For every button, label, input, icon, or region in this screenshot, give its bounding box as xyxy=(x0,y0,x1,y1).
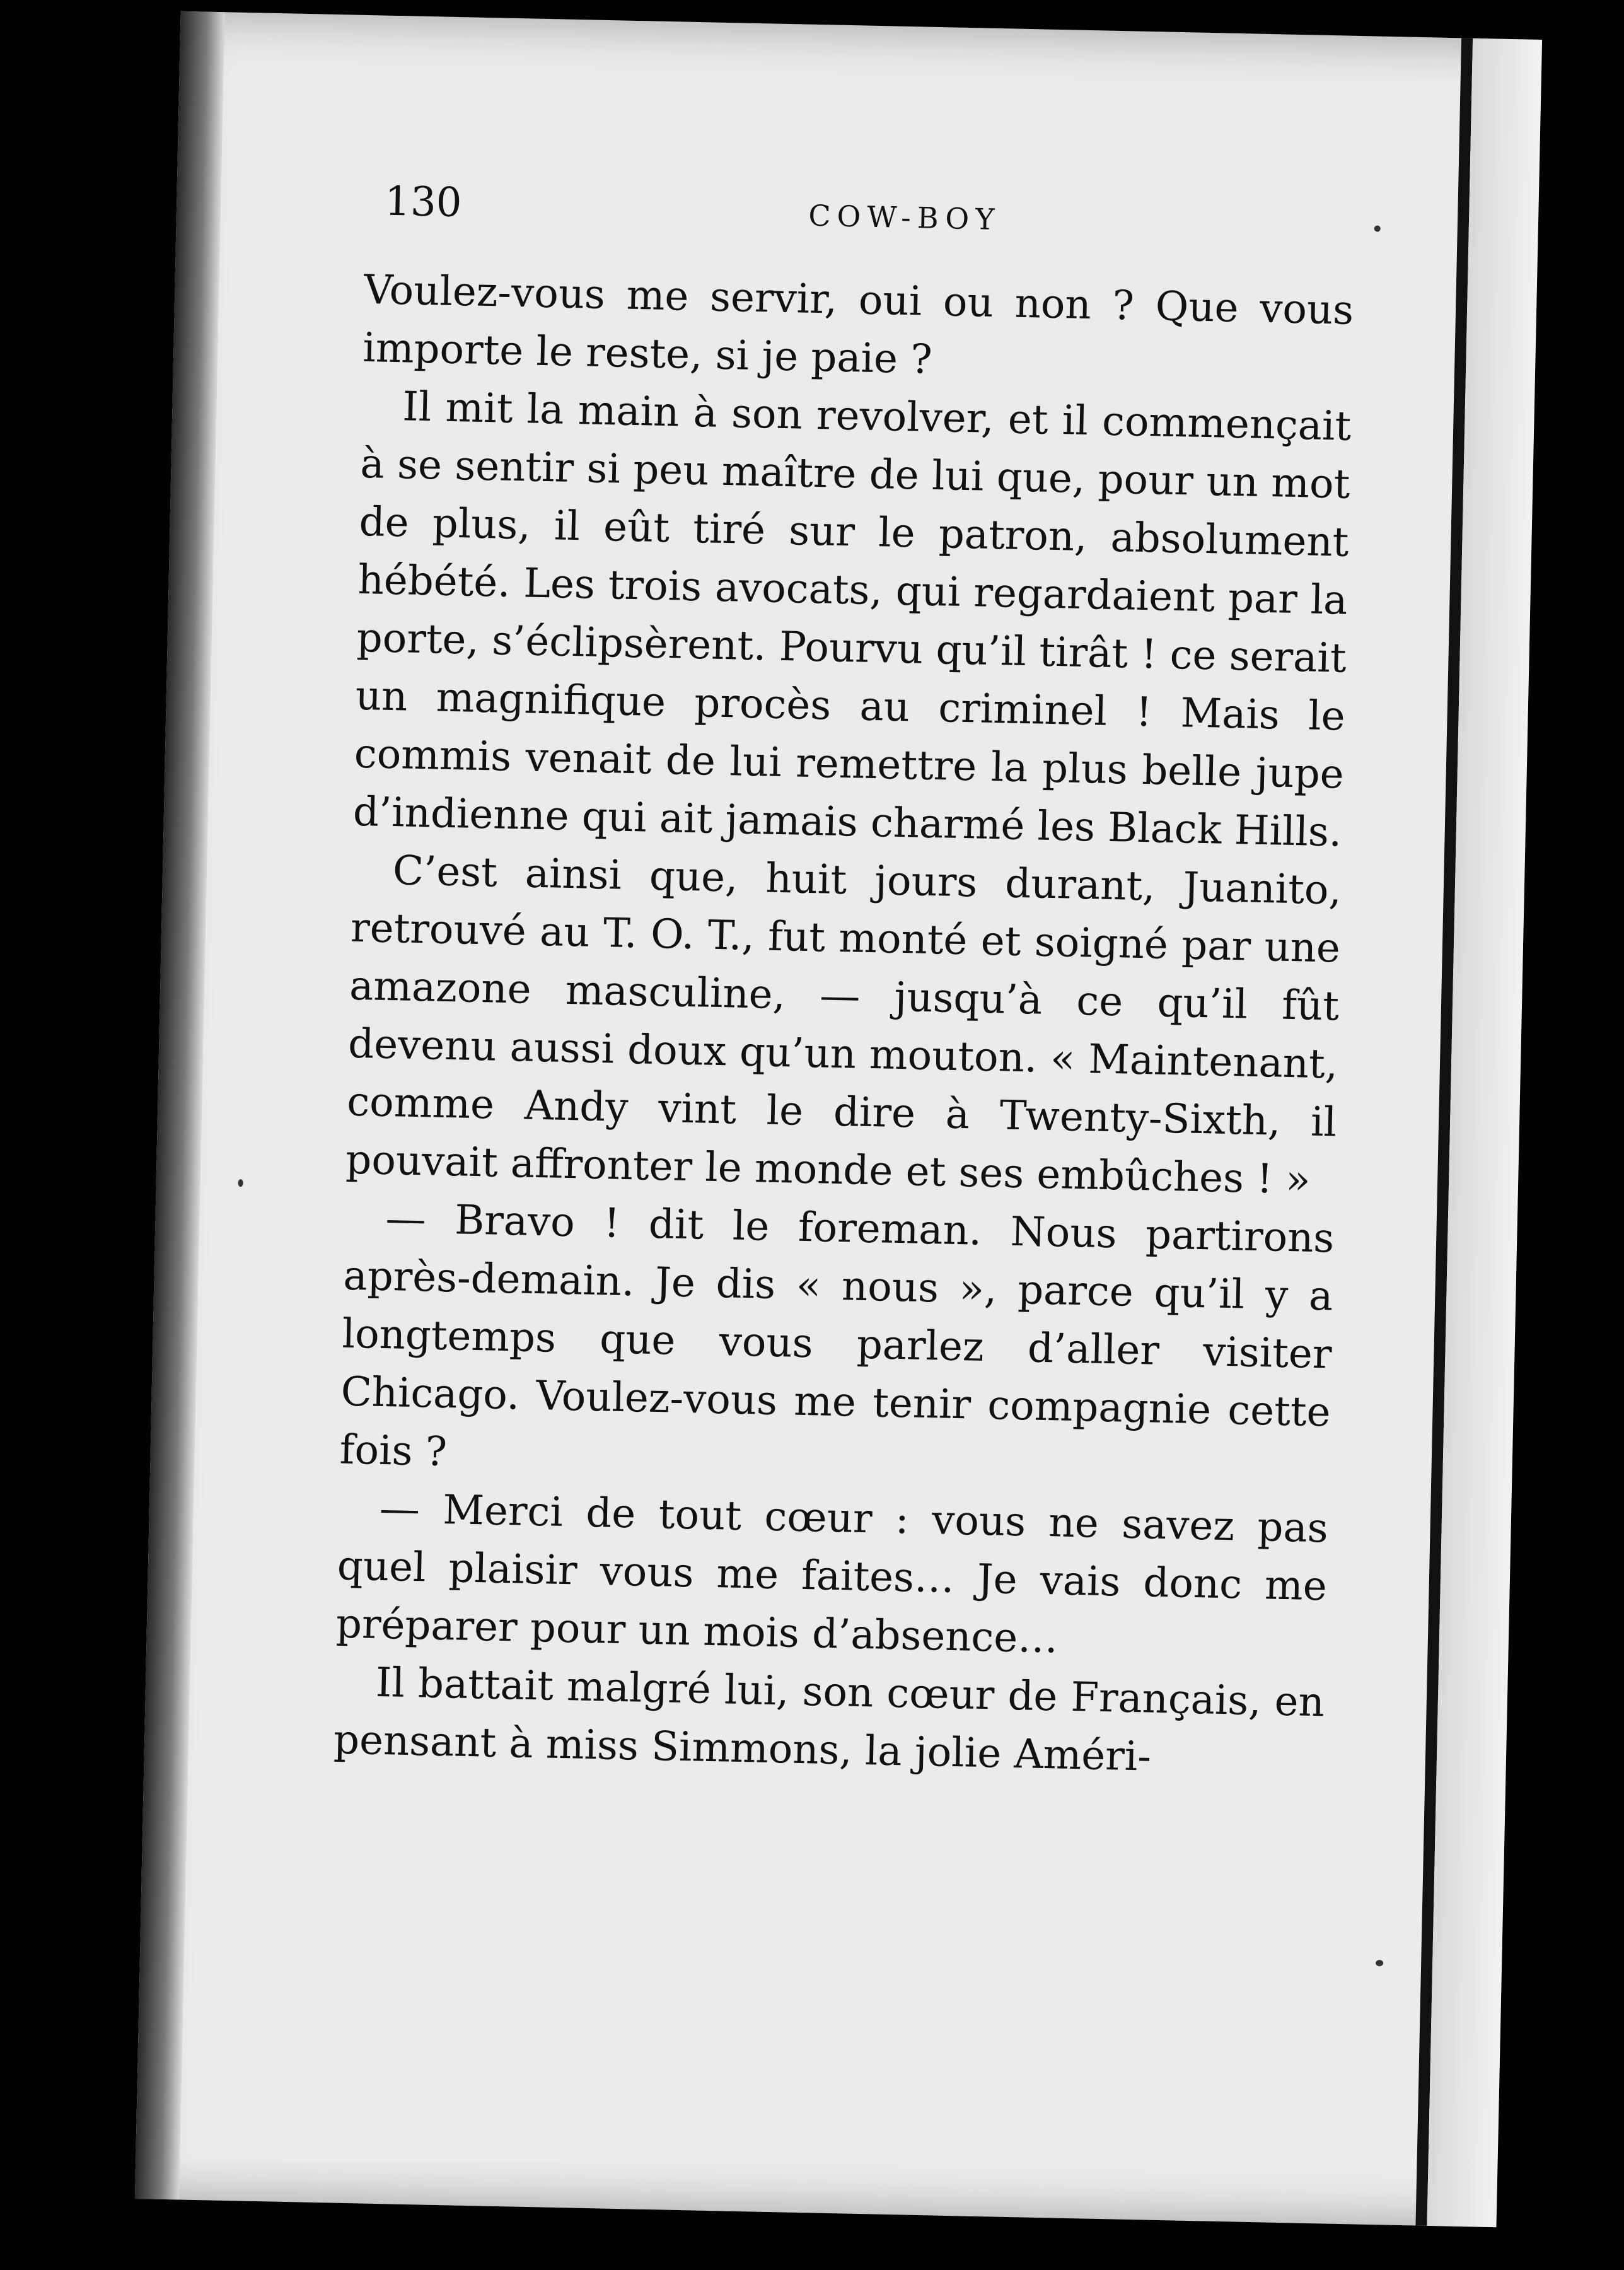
body-text xyxy=(333,261,1354,1790)
scan-speck xyxy=(1376,1960,1383,1966)
book-page xyxy=(135,11,1542,2227)
page-header xyxy=(384,173,1425,252)
paragraph: Il mit la main à son revolver, et il commençait à se sentir si peu maître de lui que, pour un mot de plus, il eût tiré sur le patron, absolument hébété. Les trois avocats, qui regardaient par la porte, s’éclipsèrent. Pourvu qu’il tirât ! ce serait un magnifique procès au criminel ! Mais le commis venait de lui remettre la plus belle jupe d’indienne qui ait jamais charmé les Black Hills. xyxy=(352,383,1352,856)
scan-speck xyxy=(238,1179,243,1187)
book-gutter xyxy=(135,11,225,2200)
page-number: 130 xyxy=(384,178,463,227)
paragraph: — Merci de tout cœur : vous ne savez pas quel plaisir vous me faites… Je vais donc me préparer pour un mois d’absence… xyxy=(335,1485,1329,1663)
running-title: COW-BOY xyxy=(808,198,1002,237)
paragraph: Voulez-vous me servir, oui ou non ? Que vous importe le reste, si je paie ? xyxy=(362,266,1354,383)
paragraph: C’est ainsi que, huit jours durant, Juanito, retrouvé au T. O. T., fut monté et soigné par une amazone masculine, — jusqu’à ce qu’il fût devenu aussi doux qu’un mouton. « Maintenant, comme Andy vint le dire à Twenty-Sixth, il pouvait affronter le monde et ses embûches ! » xyxy=(345,847,1342,1204)
paragraph: Il battait malgré lui, son cœur de Français, en pensant à miss Simmons, la jolie Améri- xyxy=(333,1659,1325,1781)
paragraph: — Bravo ! dit le foreman. Nous partirons après-demain. Je dis « nous », parce qu’il y a longtemps que vous parlez d’aller visiter Chicago. Voulez-vous me tenir compagnie cette fois ? xyxy=(339,1195,1335,1476)
